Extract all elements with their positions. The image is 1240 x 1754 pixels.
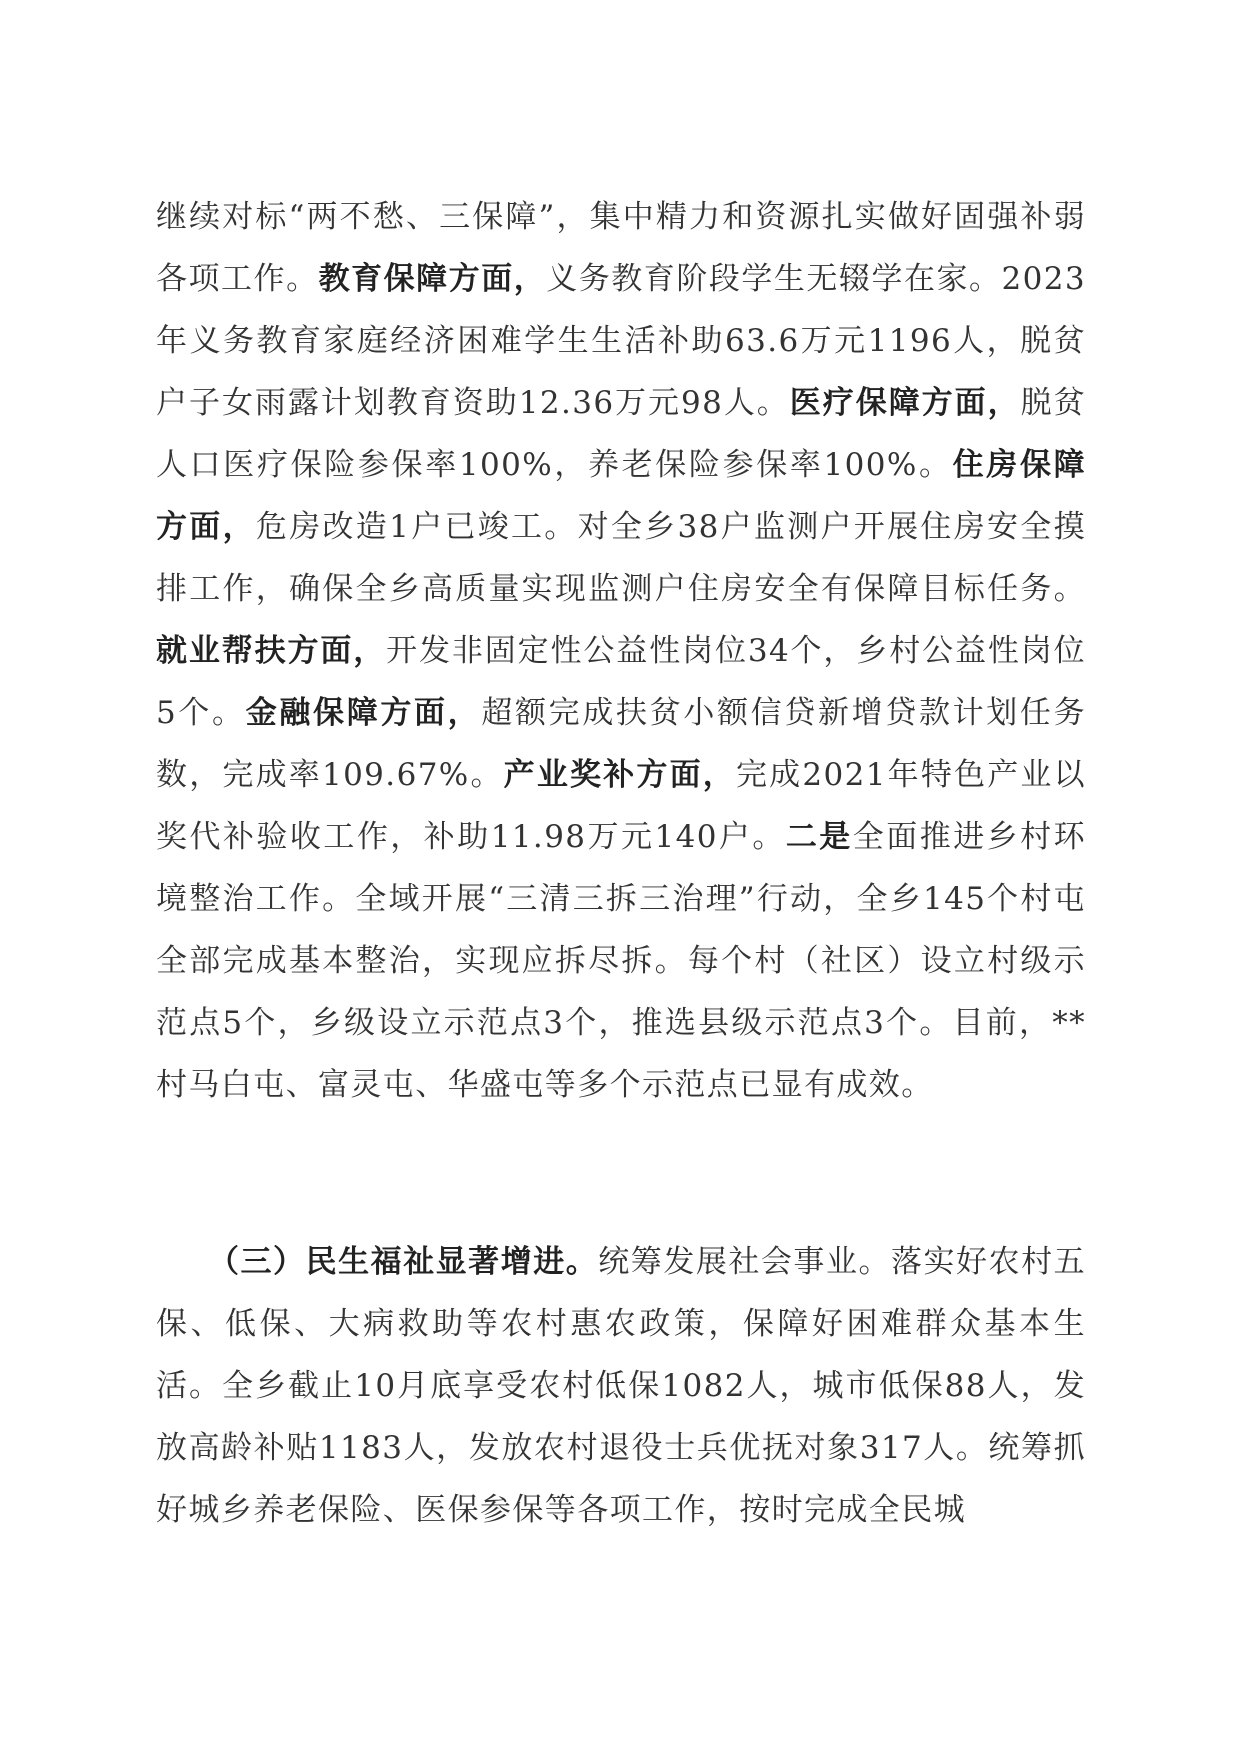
- paragraph-text: 完成2021年特色产业以奖代补验收工作，补助11.98万元140户。: [156, 757, 1086, 855]
- bold-heading-industry: 产业奖补方面，: [503, 757, 736, 793]
- paragraph-text: 脱贫人口医疗保险参保率100%，养老保险参保率100%。: [156, 385, 1086, 483]
- bold-heading-second-point: 二是: [785, 819, 853, 855]
- body-paragraph-poverty-consolidation: [156, 186, 1086, 1116]
- bold-heading-finance: 金融保障方面，: [245, 695, 482, 731]
- bold-heading-education: 教育保障方面，: [318, 261, 547, 297]
- bold-heading-housing: 住房保障方面，: [156, 447, 1086, 545]
- paragraph-text: 义务教育阶段学生无辍学在家。2023年义务教育家庭经济困难学生生活补助63.6万元1196人，脱贫户子女雨露计划教育资助12.36万元98人。: [156, 261, 1087, 421]
- body-paragraph-livelihood: [156, 1231, 1086, 1541]
- paragraph-text: 开发非固定性公益性岗位34个，乡村公益性岗位5个。: [156, 633, 1086, 731]
- bold-heading-employment: 就业帮扶方面，: [156, 633, 387, 669]
- section-heading-livelihood: （三）民生福祉显著增进。: [208, 1244, 599, 1280]
- paragraph-text: 超额完成扶贫小额信贷新增贷款计划任务数，完成率109.67%。: [156, 695, 1086, 793]
- paragraph-text: 统筹发展社会事业。落实好农村五保、低保、大病救助等农村惠农政策，保障好困难群众基本生活。全乡截止10月底享受农村低保1082人，城市低保88人，发放高龄补贴1183人，发放农村退役士兵优抚对象317人。统筹抓好城乡养老保险、医保参保等各项工作，按时完成全民城: [156, 1244, 1086, 1528]
- paragraph-text: 全面推进乡村环境整治工作。全域开展“三清三拆三治理”行动，全乡145个村屯全部完成基本整治，实现应拆尽拆。每个村（社区）设立村级示范点5个，乡级设立示范点3个，推选县级示范点3个。目前，**村马白屯、富灵屯、华盛屯等多个示范点已显有成效。: [156, 819, 1086, 1103]
- paragraph-text: 继续对标“两不愁、三保障”，集中精力和资源扎实做好固强补弱各项工作。: [156, 199, 1086, 297]
- paragraph-text: 危房改造1户已竣工。对全乡38户监测户开展住房安全摸排工作，确保全乡高质量实现监测户住房安全有保障目标任务。: [156, 509, 1086, 607]
- bold-heading-medical: 医疗保障方面，: [789, 385, 1021, 421]
